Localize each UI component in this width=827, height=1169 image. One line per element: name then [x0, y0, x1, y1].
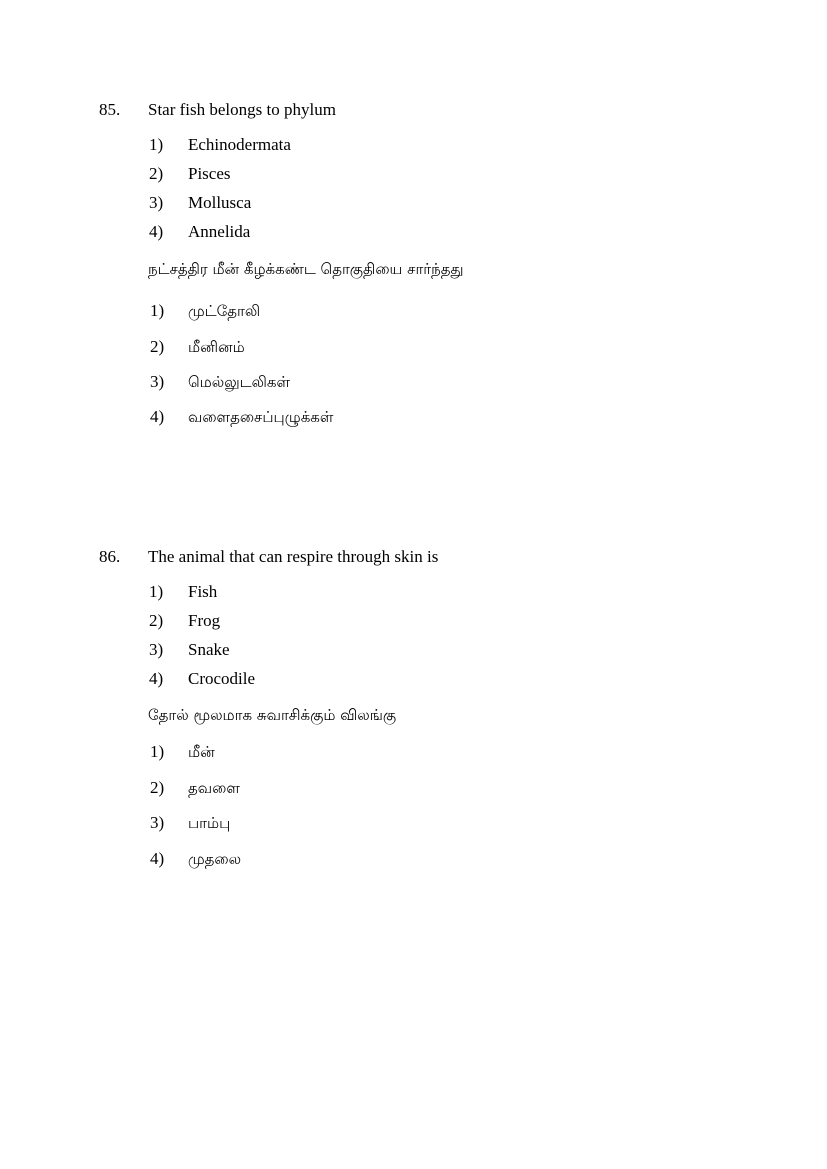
option-label: 3) [149, 193, 164, 212]
option-label: 2) [150, 778, 165, 797]
tamil-option-text: பாம்பு [188, 814, 231, 832]
option-text: Frog [188, 611, 221, 630]
option-label: 3) [150, 372, 165, 391]
tamil-option-text: மீன் [188, 743, 215, 761]
option-label: 1) [149, 135, 164, 154]
question-text: Star fish belongs to phylum [148, 100, 336, 119]
option-label: 2) [149, 611, 164, 630]
option-label: 4) [149, 222, 164, 241]
tamil-option-text: முட்தோலி [188, 302, 261, 320]
option-label: 1) [150, 301, 165, 320]
option-label: 3) [149, 640, 164, 659]
question-number: 85. [99, 100, 121, 119]
option-label: 4) [150, 849, 165, 868]
option-label: 4) [150, 407, 165, 426]
option-label: 2) [150, 337, 165, 356]
option-text: Fish [188, 582, 218, 601]
tamil-question-text: நட்சத்திர மீன் கீழக்கண்ட தொகுதியை சார்ந்தது [148, 260, 464, 278]
option-text: Snake [188, 640, 230, 659]
option-text: Mollusca [188, 193, 252, 212]
option-label: 4) [149, 669, 164, 688]
tamil-question-text: தோல் மூலமாக சுவாசிக்கும் விலங்கு [148, 706, 397, 724]
tamil-option-text: மெல்லுடலிகள் [188, 373, 290, 391]
option-label: 1) [149, 582, 164, 601]
tamil-option-text: மீனினம் [188, 338, 245, 356]
option-text: Crocodile [188, 669, 256, 688]
tamil-option-text: வளைதசைப்புழுக்கள் [188, 408, 334, 426]
option-text: Annelida [188, 222, 251, 241]
option-text: Echinodermata [188, 135, 291, 154]
question-text: The animal that can respire through skin is [148, 547, 439, 566]
question-number: 86. [99, 547, 121, 566]
option-text: Pisces [188, 164, 231, 183]
option-label: 3) [150, 813, 165, 832]
tamil-option-text: முதலை [188, 850, 242, 868]
option-label: 1) [150, 742, 165, 761]
option-label: 2) [149, 164, 164, 183]
tamil-option-text: தவளை [188, 779, 240, 797]
